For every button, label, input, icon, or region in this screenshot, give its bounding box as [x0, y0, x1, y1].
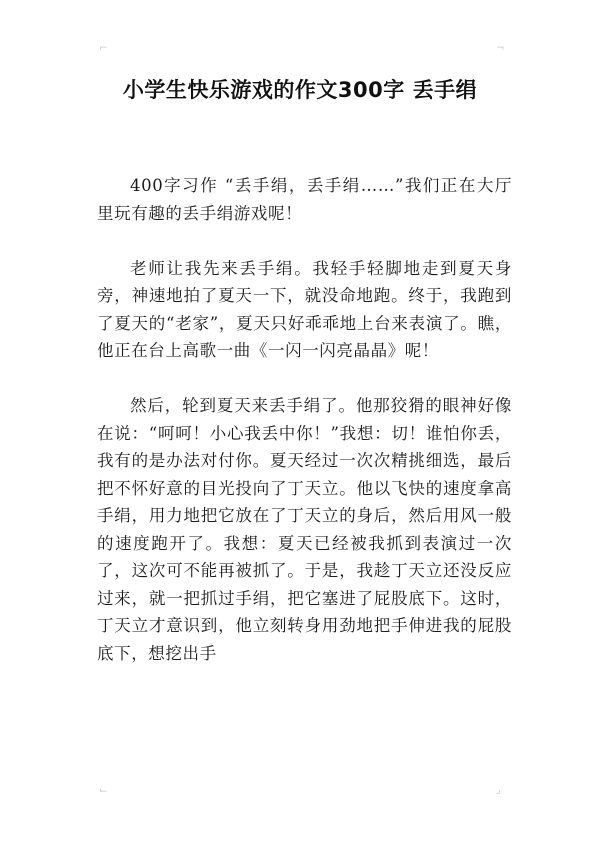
- corner-mark-top-right: ¬: [496, 43, 505, 54]
- document-body: [97, 172, 512, 695]
- paragraph-3: 然后，轮到夏天来丢手绢了。他那狡猾的眼神好像在说：“呵呵！小心我丢中你！”我想：切！谁怕你丢，我有的是办法对付你。夏天经过一次次精挑细选，最后把不怀好意的目光投向了丁天立。他以飞快的速度拿高手绢，用力地把它放在了丁天立的身后，然后用风一般的速度跑开了。我想：夏天已经被我抓到表演过一次了，这次可不能再被抓了。于是，我趁丁天立还没反应过来，就一把抓过手绢，把它塞进了屁股底下。这时，丁天立才意识到，他立刻转身用劲地把手伸进我的屁股底下，想挖出手: [97, 396, 512, 663]
- corner-mark-bottom-right: ⌟: [496, 785, 501, 796]
- document-title: 小学生快乐游戏的作文300字 丢手绢: [122, 78, 478, 102]
- corner-mark-bottom-left: ⌙: [99, 785, 108, 796]
- corner-mark-top-left: ⌐: [99, 43, 108, 54]
- paragraph-2: 老师让我先来丢手绢。我轻手轻脚地走到夏天身旁，神速地拍了夏天一下，就没命地跑。终于，我跑到了夏天的“老家”，夏天只好乖乖地上台来表演了。瞧，他正在台上高歌一曲《一闪一闪亮晶晶》呢！: [97, 258, 512, 360]
- paragraph-1: 400字习作 “丢手绢，丢手绢……”我们正在大厅里玩有趣的丢手绢游戏呢！: [97, 176, 512, 223]
